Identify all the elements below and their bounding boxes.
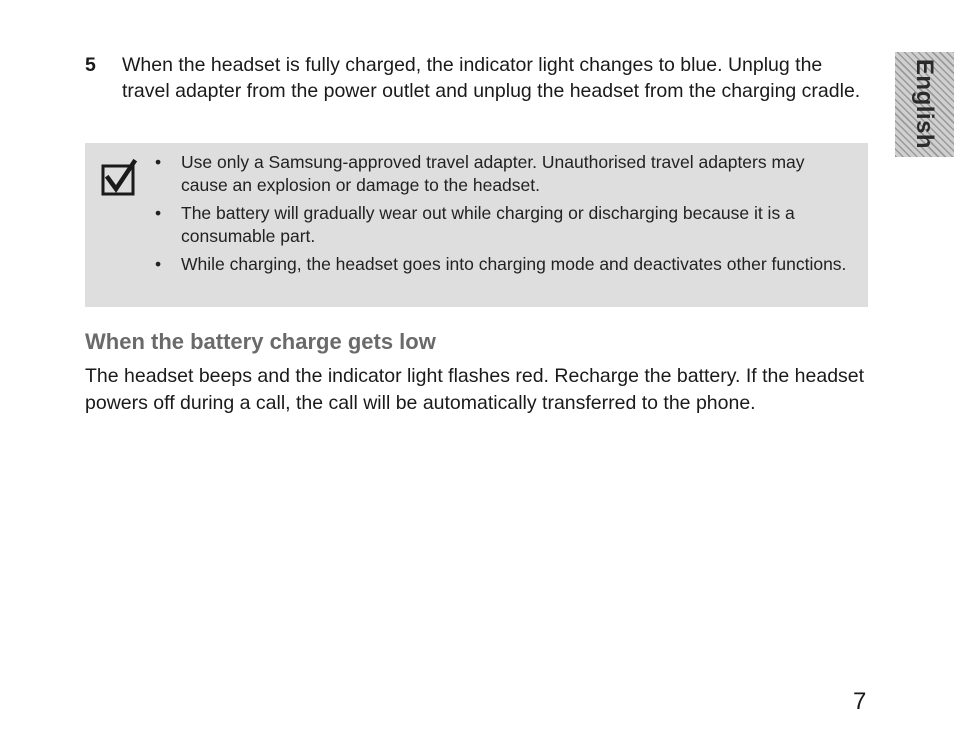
note-item-text: The battery will gradually wear out while charging or discharging because it is a consumable part.: [181, 203, 795, 246]
note-box: [85, 143, 868, 307]
step-5: [85, 52, 865, 104]
note-item-text: While charging, the headset goes into charging mode and deactivates other functions.: [181, 254, 847, 274]
bullet: •: [155, 254, 162, 274]
note-list: [155, 151, 855, 282]
checkbox-check-icon: [100, 158, 140, 198]
note-item: [155, 151, 855, 196]
note-item-text: Use only a Samsung-approved travel adapter. Unauthorised travel adapters may cause an explosion or damage to the headset.: [181, 152, 805, 195]
note-item: [155, 202, 855, 247]
page-number: 7: [853, 688, 867, 715]
note-item: [155, 253, 855, 276]
language-tab: [895, 52, 954, 157]
step-text: When the headset is fully charged, the indicator light changes to blue. Unplug the travel adapter from the power outlet and unplug the headset from the charging cradle.: [122, 54, 861, 102]
language-tab-label: English: [911, 58, 938, 150]
section-body: The headset beeps and the indicator light flashes red. Recharge the battery. If the headset powers off during a call, the call will be automatically transferred to the phone.: [85, 365, 865, 414]
step-number: 5: [85, 54, 96, 76]
section-heading: When the battery charge gets low: [85, 329, 436, 354]
bullet: •: [155, 203, 162, 223]
bullet: •: [155, 152, 162, 172]
